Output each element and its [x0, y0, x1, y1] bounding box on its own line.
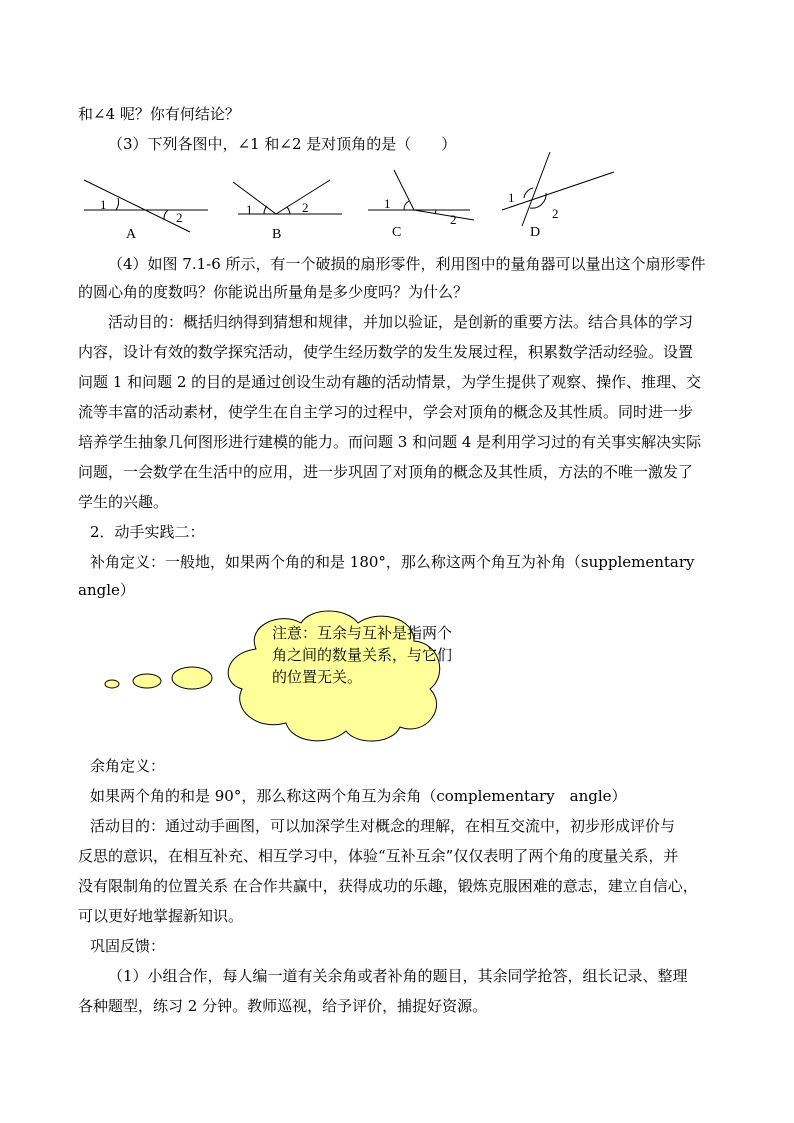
figure-d: [502, 152, 614, 240]
figure-c-angle1: 1: [384, 196, 391, 211]
figure-a-angle2: 2: [176, 210, 183, 225]
text-line-23: 各种题型，练习 2 分钟。教师巡视，给予评价，捕捉好资源。: [78, 997, 488, 1015]
text-line-4: 的圆心角的度数吗？你能说出所量角是多少度吗？为什么？: [78, 283, 469, 301]
text-line-18: 反思的意识，在相互补充、相互学习中，体验“互补互余”仅仅表明了两个角的度量关系，并: [78, 847, 679, 865]
figure-c: [368, 170, 474, 240]
text-line-10: 问题，一会数学在生活中的应用，进一步巩固了对顶角的概念及其性质，方法的不唯一激发了: [78, 463, 694, 481]
figure-b-label: B: [272, 227, 282, 242]
figure-b: [233, 180, 342, 242]
text-line-21: 巩固反馈：: [90, 937, 166, 955]
text-line-13: 补角定义：一般地，如果两个角的和是 180°，那么称这两个角互为补角（supplementary: [90, 553, 695, 571]
text-line-19: 没有限制角的位置关系 在合作共赢中，获得成功的乐趣，锻炼克服困难的意志，建立自信心，: [78, 877, 698, 895]
text-line-9: 培养学生抽象几何图形进行建模的能力。而问题 3 和问题 4 是利用学习过的有关事实解决实际: [78, 433, 702, 451]
text-line-17: 活动目的：通过动手画图，可以加深学生对概念的理解，在相互交流中，初步形成评价与: [90, 817, 676, 835]
figure-c-label: C: [392, 225, 402, 240]
text-line-14: angle）: [78, 581, 135, 599]
figure-d-label: D: [530, 225, 541, 240]
text-line-5: 活动目的：概括归纳得到猜想和规律，并加以验证，是创新的重要方法。结合具体的学习: [108, 313, 694, 331]
text-line-6: 内容，设计有效的数学探究活动，使学生经历数学的发生发展过程，积累数学活动经验。设置: [78, 343, 694, 361]
text-line-12: 2．动手实践二：: [90, 523, 205, 541]
figure-a-label: A: [126, 227, 137, 242]
figure-a: [84, 180, 208, 242]
text-line-15: 余角定义：: [90, 757, 166, 775]
text-line-2: （3）下列各图中，∠1 和∠2 是对顶角的是（ ）: [108, 135, 457, 153]
figure-b-angle2: 2: [302, 200, 309, 215]
text-line-1: 和∠4 呢？你有何结论？: [78, 105, 240, 123]
figure-d-angle2: 2: [552, 206, 559, 221]
text-line-3: （4）如图 7.1-6 所示，有一个破损的扇形零件，利用图中的量角器可以量出这个扇形零件: [108, 255, 706, 273]
text-line-7: 问题 1 和问题 2 的目的是通过创设生动有趣的活动情景，为学生提供了观察、操作、推理、交: [78, 373, 702, 391]
figure-a-angle1: 1: [100, 197, 107, 212]
text-line-11: 学生的兴趣。: [78, 493, 169, 511]
figure-c-angle2: 2: [450, 212, 457, 227]
text-line-16: 如果两个角的和是 90°，那么称这两个角互为余角（complementary angle）: [90, 787, 627, 805]
text-line-8: 流等丰富的活动素材，使学生在自主学习的过程中，学会对顶角的概念及其性质。同时进一步: [78, 403, 694, 421]
callout-text: 注意：互余与互补是指两个角之间的数量关系，与它们的位置无关。: [272, 624, 453, 686]
figure-b-angle1: 1: [246, 202, 253, 217]
angle-figures: [78, 148, 638, 242]
text-line-22: （1）小组合作，每人编一道有关余角或者补角的题目，其余同学抢答，组长记录、整理: [108, 967, 688, 985]
text-line-20: 可以更好地掌握新知识。: [78, 907, 244, 925]
figure-d-angle1: 1: [508, 190, 515, 205]
